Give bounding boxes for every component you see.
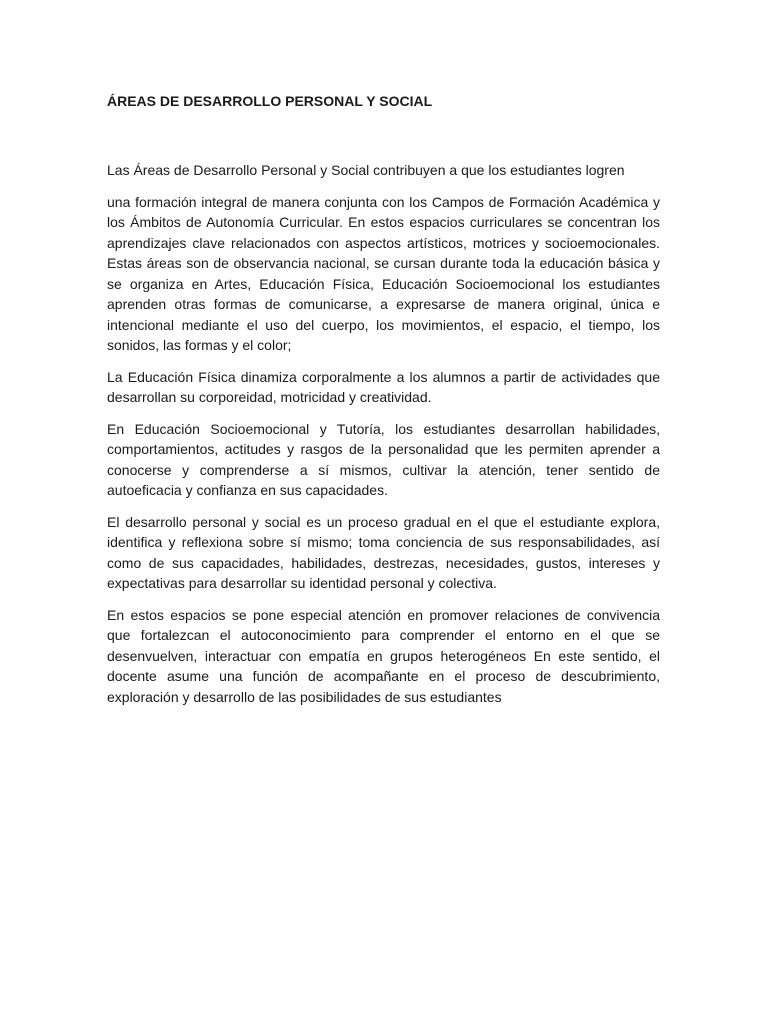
document-page: [107, 91, 660, 718]
paragraph-intro: Las Áreas de Desarrollo Personal y Social contribuyen a que los estudiantes logren: [107, 162, 625, 178]
paragraph-socioemotional: En Educación Socioemocional y Tutoría, los estudiantes desarrollan habilidades, comportamientos, actitudes y rasgos de la personalidad que les permiten aprender a conocerse y comprenderse a sí mismos, cultivar la atención, tener sentido de autoeficacia y confianza en sus capacidades.: [107, 420, 660, 498]
paragraph-coexistence: En estos espacios se pone especial atención en promover relaciones de convivencia que fortalezcan el autoconocimiento para comprender el entorno en el que se desenvuelven, interactuar con empatía en grupos heterogéneos En este sentido, el docente asume una función de acompañante en el proceso de descubrimiento, exploración y desarrollo de las posibilidades de sus estudiantes: [107, 606, 660, 705]
paragraph-physical-education: La Educación Física dinamiza corporalmente a los alumnos a partir de actividades que desarrollan su corporeidad, motricidad y creatividad.: [107, 368, 660, 405]
document-title: ÁREAS DE DESARROLLO PERSONAL Y SOCIAL: [107, 93, 433, 109]
paragraph-integral-formation: una formación integral de manera conjunta con los Campos de Formación Académica y los Ámbitos de Autonomía Curricular. En estos espacios curriculares se concentran los aprendizajes clave relacionados con aspectos artísticos, motrices y socioemocionales. Estas áreas son de observancia nacional, se cursan durante toda la educación básica y se organiza en Artes, Educación Física, Educación Socioemocional los estudiantes aprenden otras formas de comunicarse, a expresarse de manera original, única e intencional mediante el uso del cuerpo, los movimientos, el espacio, el tiempo, los sonidos, las formas y el color;: [107, 193, 660, 353]
paragraph-personal-development: El desarrollo personal y social es un proceso gradual en el que el estudiante explora, identifica y reflexiona sobre sí mismo; toma conciencia de sus responsabilidades, así como de sus capacidades, habilidades, destrezas, necesidades, gustos, intereses y expectativas para desarrollar su identidad personal y colectiva.: [107, 513, 660, 591]
